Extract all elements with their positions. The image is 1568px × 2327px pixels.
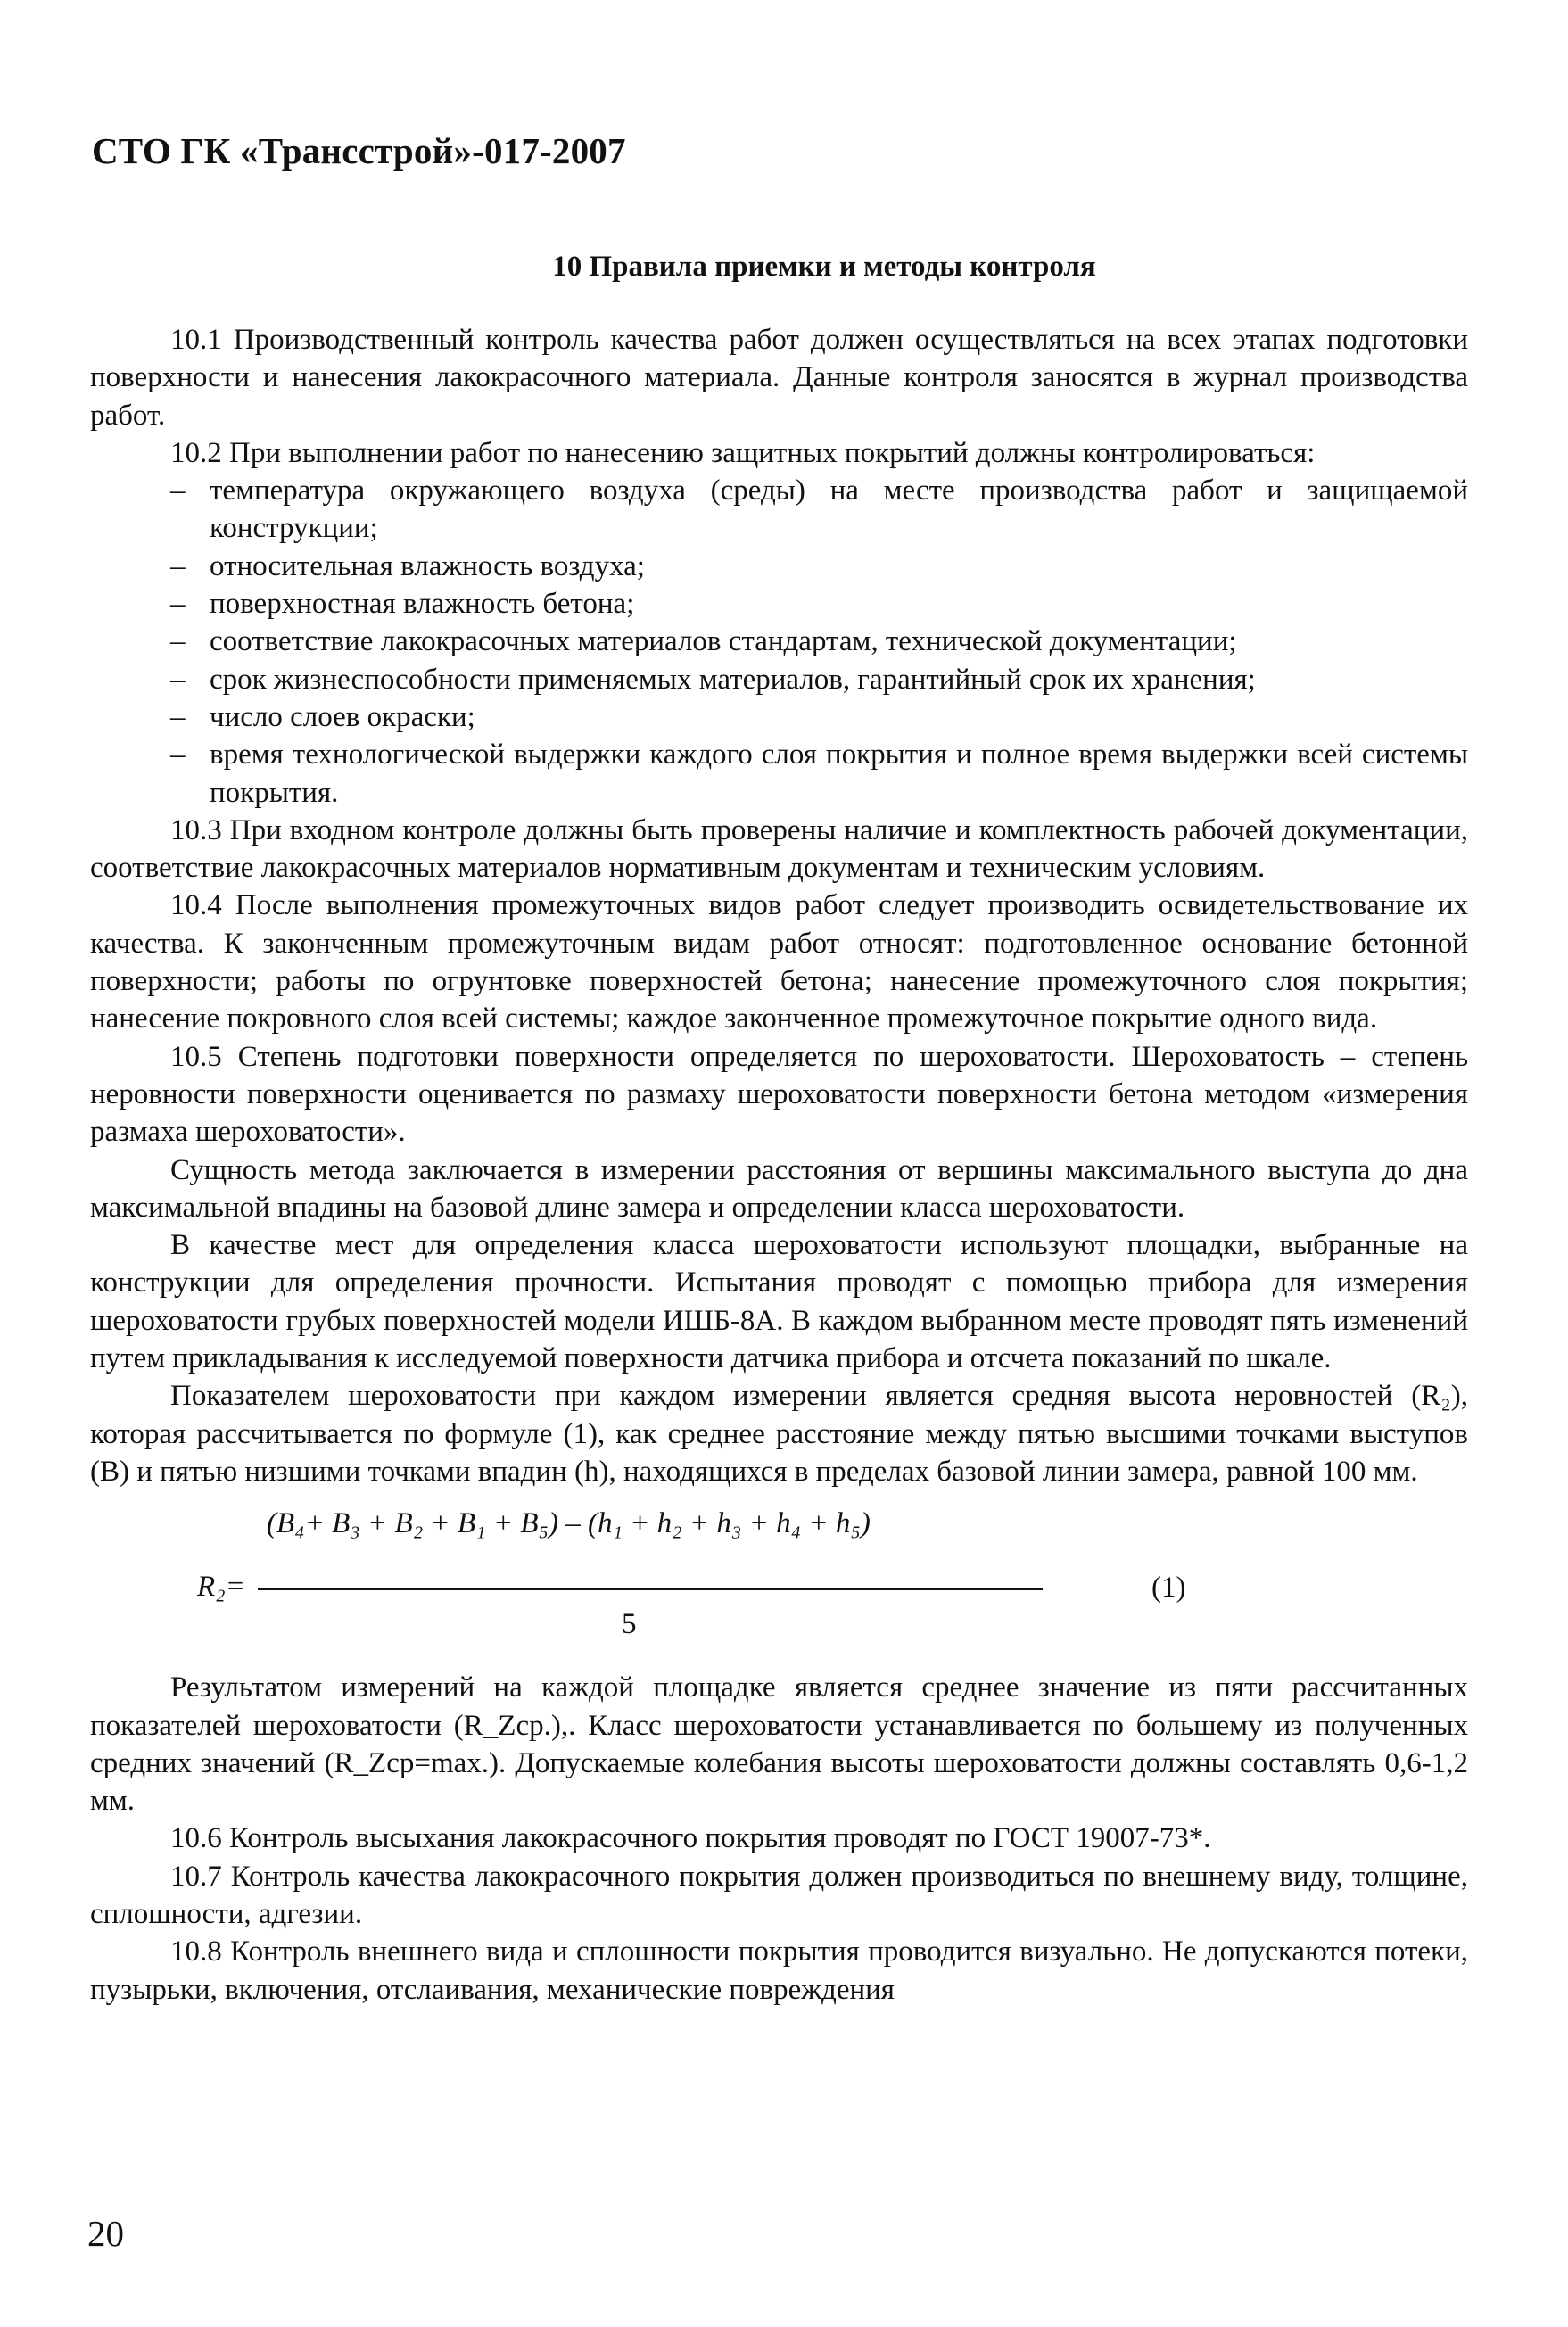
paragraph-10-6: 10.6 Контроль высыхания лакокрасочного покрытия проводят по ГОСТ 19007-73*. [170,1822,1211,1855]
formula-number: (1) [1151,1572,1186,1605]
paragraph-method: Сущность метода заключается в измерении расстояния от вершины максимального выступа до дна максимальной впадины на базовой длине замера и определении класса шероховатости. [90,1153,1468,1224]
paragraph-10-8: 10.8 Контроль внешнего вида и сплошности покрытия проводится визуально. Не допускаются потеки, пузырьки, включения, отслаивания, механические повреждения [90,1935,1468,2006]
paragraph-10-5: 10.5 Степень подготовки поверхности определяется по шероховатости. Шероховатость – степень неровности поверхности оценивается по размаху шероховатости поверхности бетона методом «измерения размаха шероховатости». [90,1040,1468,1149]
paragraph-result: Результатом измерений на каждой площадке является среднее значение из пяти рассчитанных показателей шероховатости (R_Zср.),. Класс шероховатости устанавливается по большему из полученных средних значений (R_Zср=max.). Допускаемые колебания высоты шероховатости должны составлять 0,6-1,2 мм. [90,1671,1468,1818]
formula-numerator: (B₄+ B₃ + B₂ + B₁ + B₅) – (h₁ + h₂ + h₃ + h₄ + h₅) [267,1507,871,1540]
list-item: – температура окружающего воздуха (среды) на месте производства работ и защищаемой конструкции; [90,472,1468,548]
list-item: – время технологической выдержки каждого слоя покрытия и полное время выдержки всей системы покрытия. [90,736,1468,812]
paragraph-sites: В качестве мест для определения класса шероховатости используют площадки, выбранные на конструкции для определения прочности. Испытания проводят с помощью прибора для измерения шероховатости грубых поверхностей модели ИШБ-8А. В каждом выбранном месте проводят пять изменений путем прикладывания к исследуемой поверхности датчика прибора и отсчета показаний по шкале. [90,1229,1468,1375]
list-item: – соответствие лакокрасочных материалов стандартам, технической документации; [90,623,1468,660]
control-parameters-list [90,472,1468,812]
list-item: – поверхностная влажность бетона; [90,585,1468,623]
section-body [90,321,1468,2009]
fraction-bar [258,1588,1043,1590]
formula-lhs: R₂= [197,1571,245,1604]
list-item: – относительная влажность воздуха; [90,548,1468,585]
roughness-formula [90,1496,1468,1665]
paragraph-10-4: 10.4 После выполнения промежуточных видов работ следует производить освидетельствование их качества. К законченным промежуточным видам работ относят: подготовленное основание бетонной поверхности; работы по огрунтовке поверхностей бетона; нанесение промежуточного слоя покрытия; нанесение покровного слоя всей системы; каждое законченное промежуточное покрытие одного вида. [90,889,1468,1036]
section-title: 10 Правила приемки и методы контроля [552,251,1096,283]
formula-denominator: 5 [622,1608,637,1641]
paragraph-10-3: 10.3 При входном контроле должны быть проверены наличие и комплектность рабочей документации, соответствие лакокрасочных материалов нормативным документам и техническим условиям. [90,813,1468,885]
page-number: 20 [87,2213,124,2254]
paragraph-10-1: 10.1 Производственный контроль качества работ должен осуществляться на всех этапах подготовки поверхности и нанесения лакокрасочного материала. Данные контроля заносятся в журнал производства работ. [90,324,1468,432]
document-code-header: СТО ГК «Трансстрой»-017-2007 [92,130,626,171]
list-item: – число слоев окраски; [90,698,1468,736]
list-item: – срок жизнеспособности применяемых материалов, гарантийный срок их хранения; [90,661,1468,698]
paragraph-indicator: Показателем шероховатости при каждом измерении является средняя высота неровностей (R₂), которая рассчитывается по формуле (1), как среднее расстояние между пятью высшими точками выступов (B) и пятью низшими точками впадин (h), находящихся в пределах базовой линии замера, равной 100 мм. [90,1380,1468,1488]
paragraph-10-7: 10.7 Контроль качества лакокрасочного покрытия должен производиться по внешнему виду, толщине, сплошности, адгезии. [90,1860,1468,1930]
paragraph-10-2: 10.2 При выполнении работ по нанесению защитных покрытий должны контролироваться: [170,436,1316,469]
